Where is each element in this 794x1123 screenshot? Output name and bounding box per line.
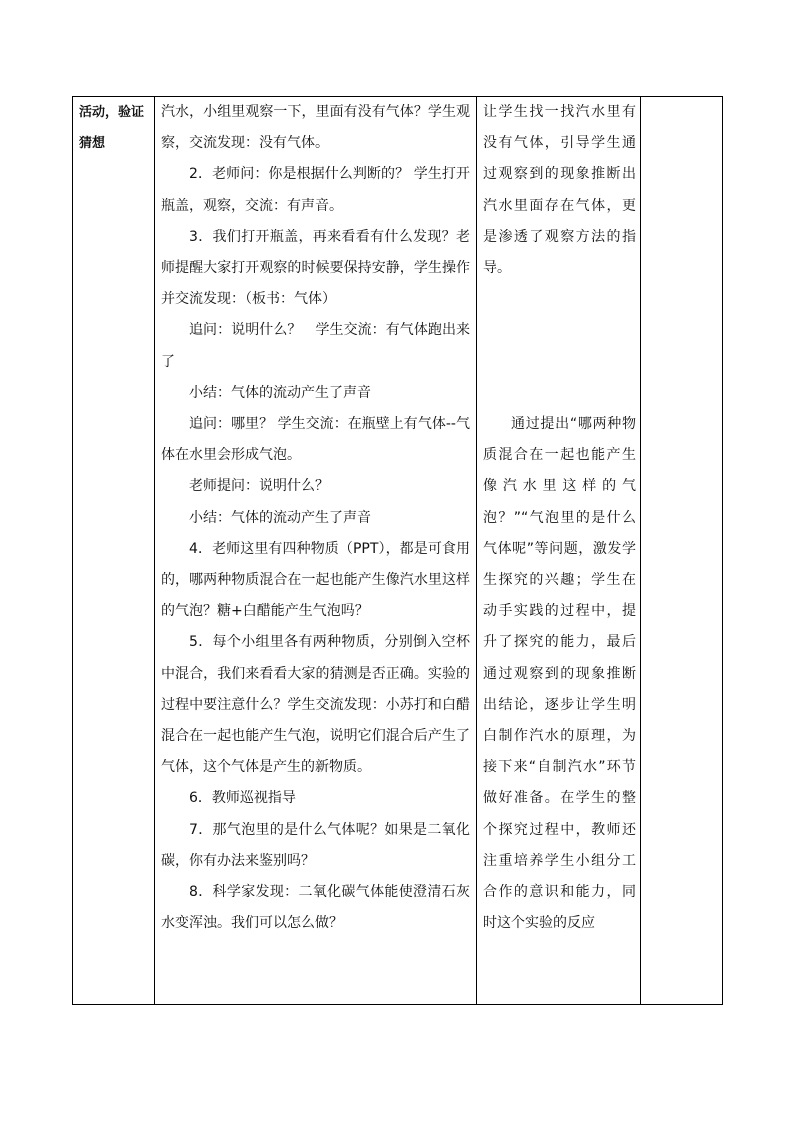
intent-paragraph: 让学生找一找汽水里有没有气体，引导学生通过观察到的现象推断出汽水里面存在气体，更是渗透了观察方法的指导。 bbox=[483, 104, 636, 277]
teaching-process-cell bbox=[155, 97, 477, 1005]
process-paragraph: 8．科学家发现：二氧化碳气体能使澄清石灰水变浑浊。我们可以怎么做？ bbox=[161, 884, 470, 932]
intent-paragraph: 通过提出“哪两种物质混合在一起也能产生像汽水里这样的气泡？”“气泡里的是什么气体呢”等问题，激发学生探究的兴趣；学生在动手实践的过程中，提升了探究的能力，最后通过观察到的现象推断出结论，逐步让学生明白制作汽水的原理，为接下来“自制汽水”环节做好准备。在学生的整个探究过程中，教师还注重培养学生小组分工合作的意识和能力，同时这个实验的反应 bbox=[483, 416, 636, 932]
process-paragraph: 汽水，小组里观察一下，里面有没有气体？学生观察，交流发现：没有气体。 bbox=[161, 104, 470, 152]
notes-cell bbox=[641, 97, 723, 1005]
process-paragraph: 小结：气体的流动产生了声音 bbox=[189, 384, 371, 401]
process-paragraph: 6．教师巡视指导 bbox=[189, 790, 296, 807]
stage-label: 活动，验证猜想 bbox=[79, 105, 145, 152]
table-row bbox=[73, 97, 723, 1005]
process-paragraph: 老师提问：说明什么？ bbox=[189, 478, 329, 495]
process-paragraph: 追问：哪里？ 学生交流：在瓶壁上有气体--气体在水里会形成气泡。 bbox=[161, 416, 470, 464]
process-paragraph: 3．我们打开瓶盖，再来看看有什么发现？老师提醒大家打开观察的时候要保持安静，学生操作并交流发现：（板书：气体） bbox=[161, 228, 470, 308]
stage-cell bbox=[73, 97, 155, 1005]
process-paragraph: 7．那气泡里的是什么气体呢？如果是二氧化碳，你有办法来鉴别吗？ bbox=[161, 821, 470, 869]
process-paragraph: 追问：说明什么？ 学生交流：有气体跑出来了 bbox=[161, 322, 470, 370]
process-paragraph: 5．每个小组里各有两种物质，分别倒入空杯中混合，我们来看看大家的猜测是否正确。实验的过程中要注意什么？学生交流发现：小苏打和白醋混合在一起也能产生气泡，说明它们混合后产生了气体，这个气体是产生的新物质。 bbox=[161, 634, 470, 776]
process-paragraph: 2．老师问：你是根据什么判断的？ 学生打开瓶盖，观察，交流：有声音。 bbox=[161, 166, 470, 214]
process-paragraph: 4．老师这里有四种物质（PPT），都是可食用的，哪两种物质混合在一起也能产生像汽水里这样的气泡？糖+白醋能产生气泡吗？ bbox=[161, 540, 470, 620]
lesson-plan-table bbox=[72, 96, 723, 1005]
design-intent-cell bbox=[477, 97, 641, 1005]
process-paragraph: 小结：气体的流动产生了声音 bbox=[189, 509, 371, 526]
